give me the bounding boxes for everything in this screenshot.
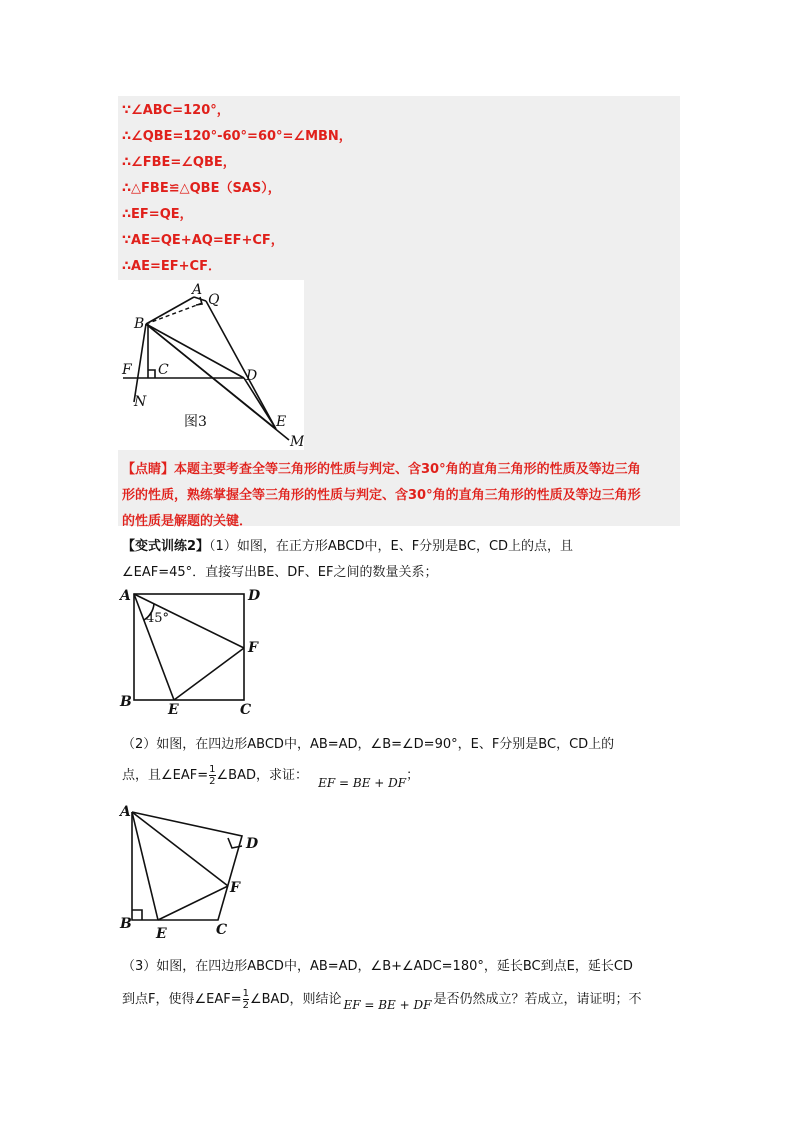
- q2-line-2: 点，且∠EAF= $\frac{1}{2}$ ∠BAD，求证： EF = BE + DF；: [122, 764, 420, 790]
- sq-label-A: A: [120, 588, 131, 604]
- q3-text-a: 到点F，使得∠EAF=: [122, 992, 242, 1007]
- qd-label-A: A: [120, 804, 131, 820]
- variant-title: 【变式训练2】: [122, 539, 210, 554]
- proof-line-2: ∴∠QBE=120°-60°=60°=∠MBN，: [122, 129, 352, 144]
- q1-line-1: [122, 534, 682, 560]
- q3-fraction: $\frac{1}{2}$: [242, 988, 249, 1011]
- proof-line-5: ∴EF=QE，: [122, 207, 193, 222]
- qd-label-D: D: [246, 836, 259, 852]
- sq-label-C: C: [240, 702, 252, 716]
- label-D: D: [246, 368, 258, 384]
- label-C: C: [158, 362, 169, 378]
- comment-line-3: 的性质是解题的关键．: [122, 514, 253, 529]
- figure-3: [118, 280, 304, 450]
- qd-label-E: E: [156, 926, 167, 940]
- proof-line-3: ∴∠FBE=∠QBE，: [122, 155, 236, 170]
- proof-line-7: ∴AE=EF+CF．: [122, 259, 221, 274]
- label-B: B: [134, 316, 145, 332]
- q1-line-2: ∠EAF=45°．直接写出BE、DF、EF之间的数量关系；: [122, 565, 438, 580]
- qd-label-C: C: [216, 922, 228, 938]
- figure-quadrilateral: [118, 800, 268, 940]
- comment-line-1: 本题主要考查全等三角形的性质与判定、含30°角的直角三角形的性质及等边三角: [174, 462, 641, 477]
- label-A: A: [192, 282, 203, 298]
- q2-fraction: $\frac{1}{2}$: [209, 764, 216, 787]
- label-F: F: [122, 362, 132, 378]
- q3-text-c: 是否仍然成立？若成立，请证明；不: [433, 992, 642, 1007]
- q2-text-b: ∠BAD，求证：: [216, 768, 308, 783]
- proof-line-1: ∵∠ABC=120°，: [122, 103, 230, 118]
- q3-text-b: ∠BAD，则结论: [249, 992, 342, 1007]
- sq-label-D: D: [248, 588, 261, 604]
- figure-caption: 图3: [184, 414, 207, 430]
- sq-label-F: F: [248, 640, 258, 656]
- q3-line-2: [122, 988, 682, 1011]
- q2-text-a: 点，且∠EAF=: [122, 768, 209, 783]
- q1-text-1: （1）如图，在正方形ABCD中，E、F分别是BC，CD上的点，且: [209, 539, 574, 554]
- sq-label-B: B: [120, 694, 132, 710]
- comment-block: [122, 457, 678, 535]
- comment-tag: 【点睛】: [122, 462, 175, 477]
- sq-angle-label: 45°: [146, 611, 170, 626]
- proof-line-6: ∵AE=QE+AQ=EF+CF，: [122, 233, 284, 248]
- sq-label-E: E: [168, 702, 179, 716]
- qd-label-B: B: [120, 916, 132, 932]
- comment-line-2: 形的性质，熟练掌握全等三角形的性质与判定、含30°角的直角三角形的性质及等边三角形: [122, 488, 641, 503]
- proof-line-4: ∴△FBE≌△QBE（SAS），: [122, 181, 281, 196]
- figure-square: [118, 584, 268, 716]
- q2-line-1: （2）如图，在四边形ABCD中，AB=AD，∠B=∠D=90°，E、F分别是BC，CD上的: [122, 737, 615, 752]
- label-M: M: [290, 434, 304, 450]
- label-N: N: [134, 394, 147, 410]
- q3-line-1: （3）如图，在四边形ABCD中，AB=AD，∠B+∠ADC=180°，延长BC到点E，延长CD: [122, 959, 633, 974]
- q2-formula: EF = BE + DF: [318, 776, 407, 790]
- q3-formula: EF = BE + DF: [343, 998, 432, 1012]
- qd-label-F: F: [230, 880, 240, 896]
- label-E: E: [276, 414, 287, 430]
- label-Q: Q: [208, 292, 220, 308]
